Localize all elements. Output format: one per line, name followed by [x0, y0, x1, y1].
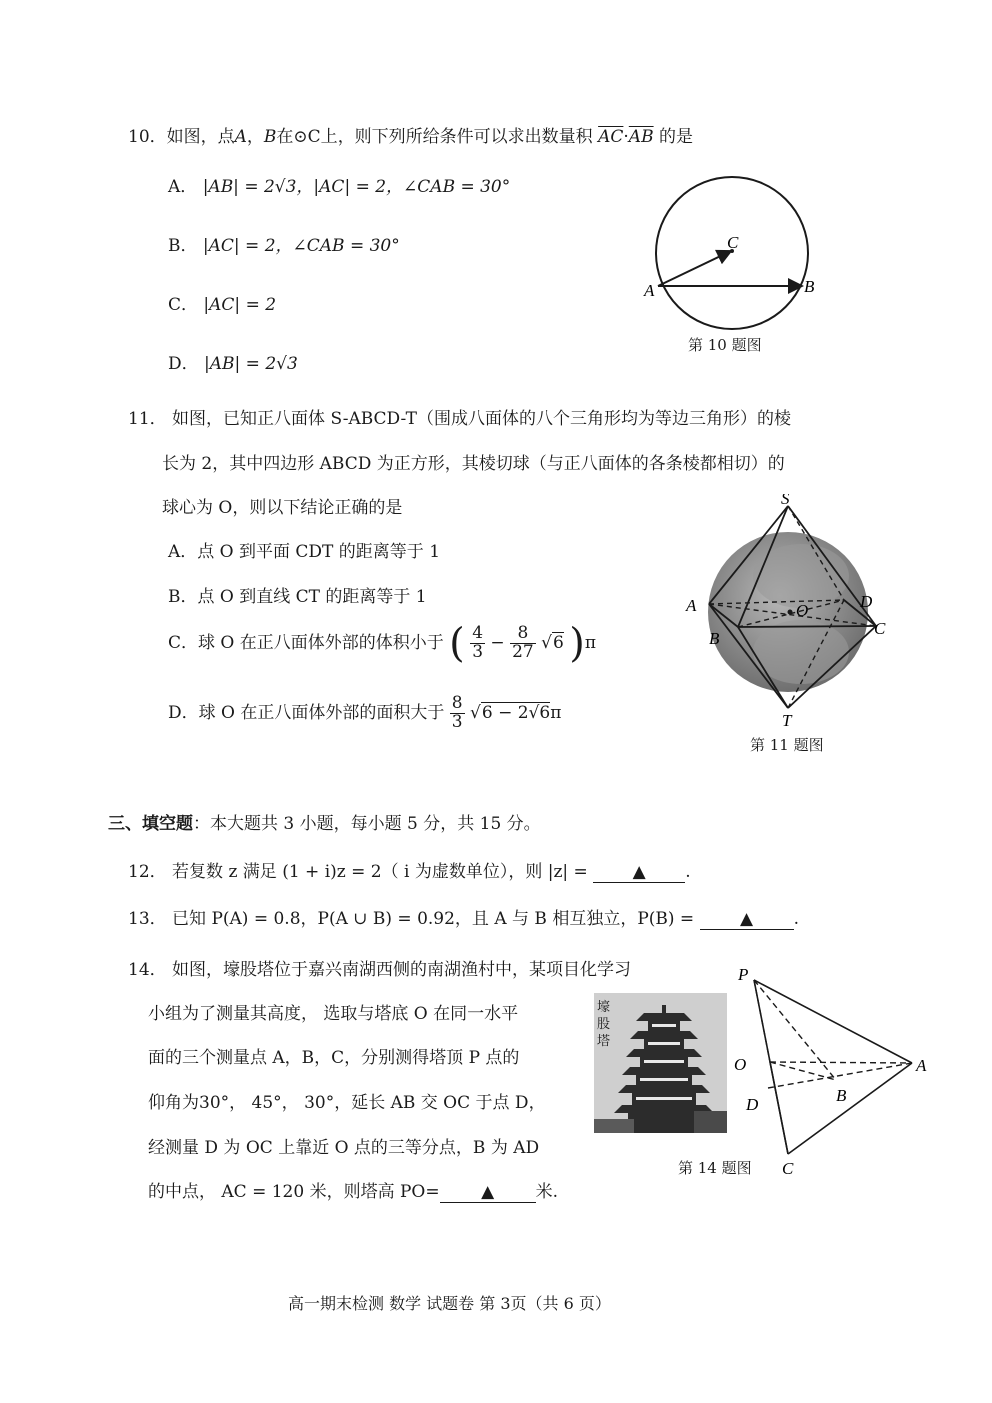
q14-edge-oa: [770, 1062, 912, 1063]
q14-label-c: C: [782, 1159, 794, 1178]
section3-title: 三、填空题：本大题共 3 小题，每小题 5 分，共 15 分。: [108, 814, 541, 834]
q14-label-p: P: [738, 965, 749, 984]
q11-option-b: B．点 O 到直线 CT 的距离等于 1: [168, 587, 427, 607]
q12: 12． 若复数 z 满足 (1 + i)z = 2（ i 为虚数单位），则 |z| = ▲ .: [128, 862, 691, 882]
q11-option-c-fraction-2: $\frac{8}{27}$: [512, 623, 534, 662]
q11-label-o: O: [796, 601, 809, 620]
q14-line1: 14． 如图，壕股塔位于嘉兴南湖西侧的南湖渔村中，某项目化学习: [128, 960, 632, 980]
q14-edge-pa: [754, 980, 912, 1063]
q14-edge-ca: [788, 1063, 912, 1154]
q11-figure: [676, 494, 906, 734]
q11-edge-bc: [738, 626, 876, 627]
q14-edge-po: [754, 980, 770, 1062]
pagoda-photo: [594, 993, 727, 1133]
q11-option-c-fraction-1: $\frac{4}{3}$: [472, 623, 484, 662]
q14-label-d: D: [746, 1095, 759, 1114]
q10-option-d: D． |AB| = 2√3: [168, 354, 298, 374]
q11-label-s: S: [781, 494, 790, 508]
q14-figure: [730, 962, 942, 1182]
q11-line2: 长为 2，其中四边形 ABCD 为正方形，其棱切球（与正八面体的各条棱都相切）的: [162, 454, 785, 474]
q14-line4: 仰角为30°， 45°， 30°，延长 AB 交 OC 于点 D，: [148, 1093, 546, 1113]
q11-center-dot: [788, 610, 793, 615]
page-footer: 高一期末检测 数学 试题卷 第 3页（共 6 页）: [288, 1294, 611, 1313]
q10-label-a: A: [644, 281, 655, 300]
q14-label-a: A: [916, 1056, 927, 1075]
q10-option-b: B． |AC| = 2，∠CAB = 30°: [168, 236, 400, 256]
q14-edge-oc: [770, 1062, 788, 1154]
q12-answer-blank[interactable]: ▲: [593, 862, 685, 883]
q11-label-b: B: [709, 629, 720, 648]
q14-edge-ob: [770, 1062, 836, 1080]
q10-figure-caption: 第 10 题图: [688, 336, 762, 354]
q11-label-a: A: [686, 596, 697, 615]
q14-line5: 经测量 D 为 OC 上靠近 O 点的三等分点，B 为 AD: [148, 1138, 540, 1158]
q10-option-c: C． |AC| = 2: [168, 295, 277, 315]
q11-label-c: C: [874, 619, 886, 638]
q11-line3: 球心为 O，则以下结论正确的是: [162, 498, 403, 518]
q11-label-d: D: [860, 592, 873, 611]
q14-line6: 的中点， AC = 120 米，则塔高 PO= ▲ 米.: [148, 1182, 559, 1202]
q11-option-d-fraction: $\frac{8}{3}$: [451, 693, 463, 732]
q14-label-o: O: [734, 1055, 747, 1074]
q10-label-b: B: [804, 277, 815, 296]
pagoda-photo-label: 壕股塔: [597, 1000, 611, 1049]
q14-edge-pb: [754, 980, 836, 1080]
q13-answer-blank[interactable]: ▲: [700, 909, 794, 930]
q11-line1: 11． 如图，已知正八面体 S-ABCD-T（围成八面体的八个三角形均为等边三角形）的棱: [128, 409, 791, 429]
q14-answer-blank[interactable]: ▲: [440, 1182, 536, 1203]
q11-option-d: D．球 O 在正八面体外部的面积大于 $\frac{8}{3}$ √6 − 2√6π: [168, 693, 562, 732]
q10-vector-ac: [658, 251, 731, 286]
q11-label-t: T: [782, 711, 792, 730]
q10-figure: [636, 160, 836, 360]
q14-label-b: B: [836, 1086, 847, 1105]
q11-option-a: A．点 O 到平面 CDT 的距离等于 1: [168, 542, 441, 562]
q14-figure-caption: 第 14 题图: [678, 1159, 752, 1177]
q14-line2: 小组为了测量其高度， 选取与塔底 O 在同一水平: [148, 1004, 519, 1024]
q13: 13． 已知 P(A) = 0.8，P(A ∪ B) = 0.92，且 A 与 B 相互独立，P(B) = ▲ .: [128, 909, 799, 929]
q11-option-c: C．球 O 在正八面体外部的体积小于 ( $\frac{4}{3}$ − $\frac{8}{27}$ √6 )π: [168, 620, 596, 667]
q14-line3: 面的三个测量点 A，B，C，分别测得塔顶 P 点的: [148, 1048, 520, 1068]
q10-option-a: A． |AB| = 2√3，|AC| = 2，∠CAB = 30°: [168, 177, 511, 197]
q10-stem: 10．如图，点A，B在⊙C上，则下列所给条件可以求出数量积 $\overline{AC}\cdot\overline{AB}$ 的是: [128, 127, 693, 147]
q11-figure-caption: 第 11 题图: [750, 736, 824, 754]
q10-label-c: C: [727, 233, 739, 252]
